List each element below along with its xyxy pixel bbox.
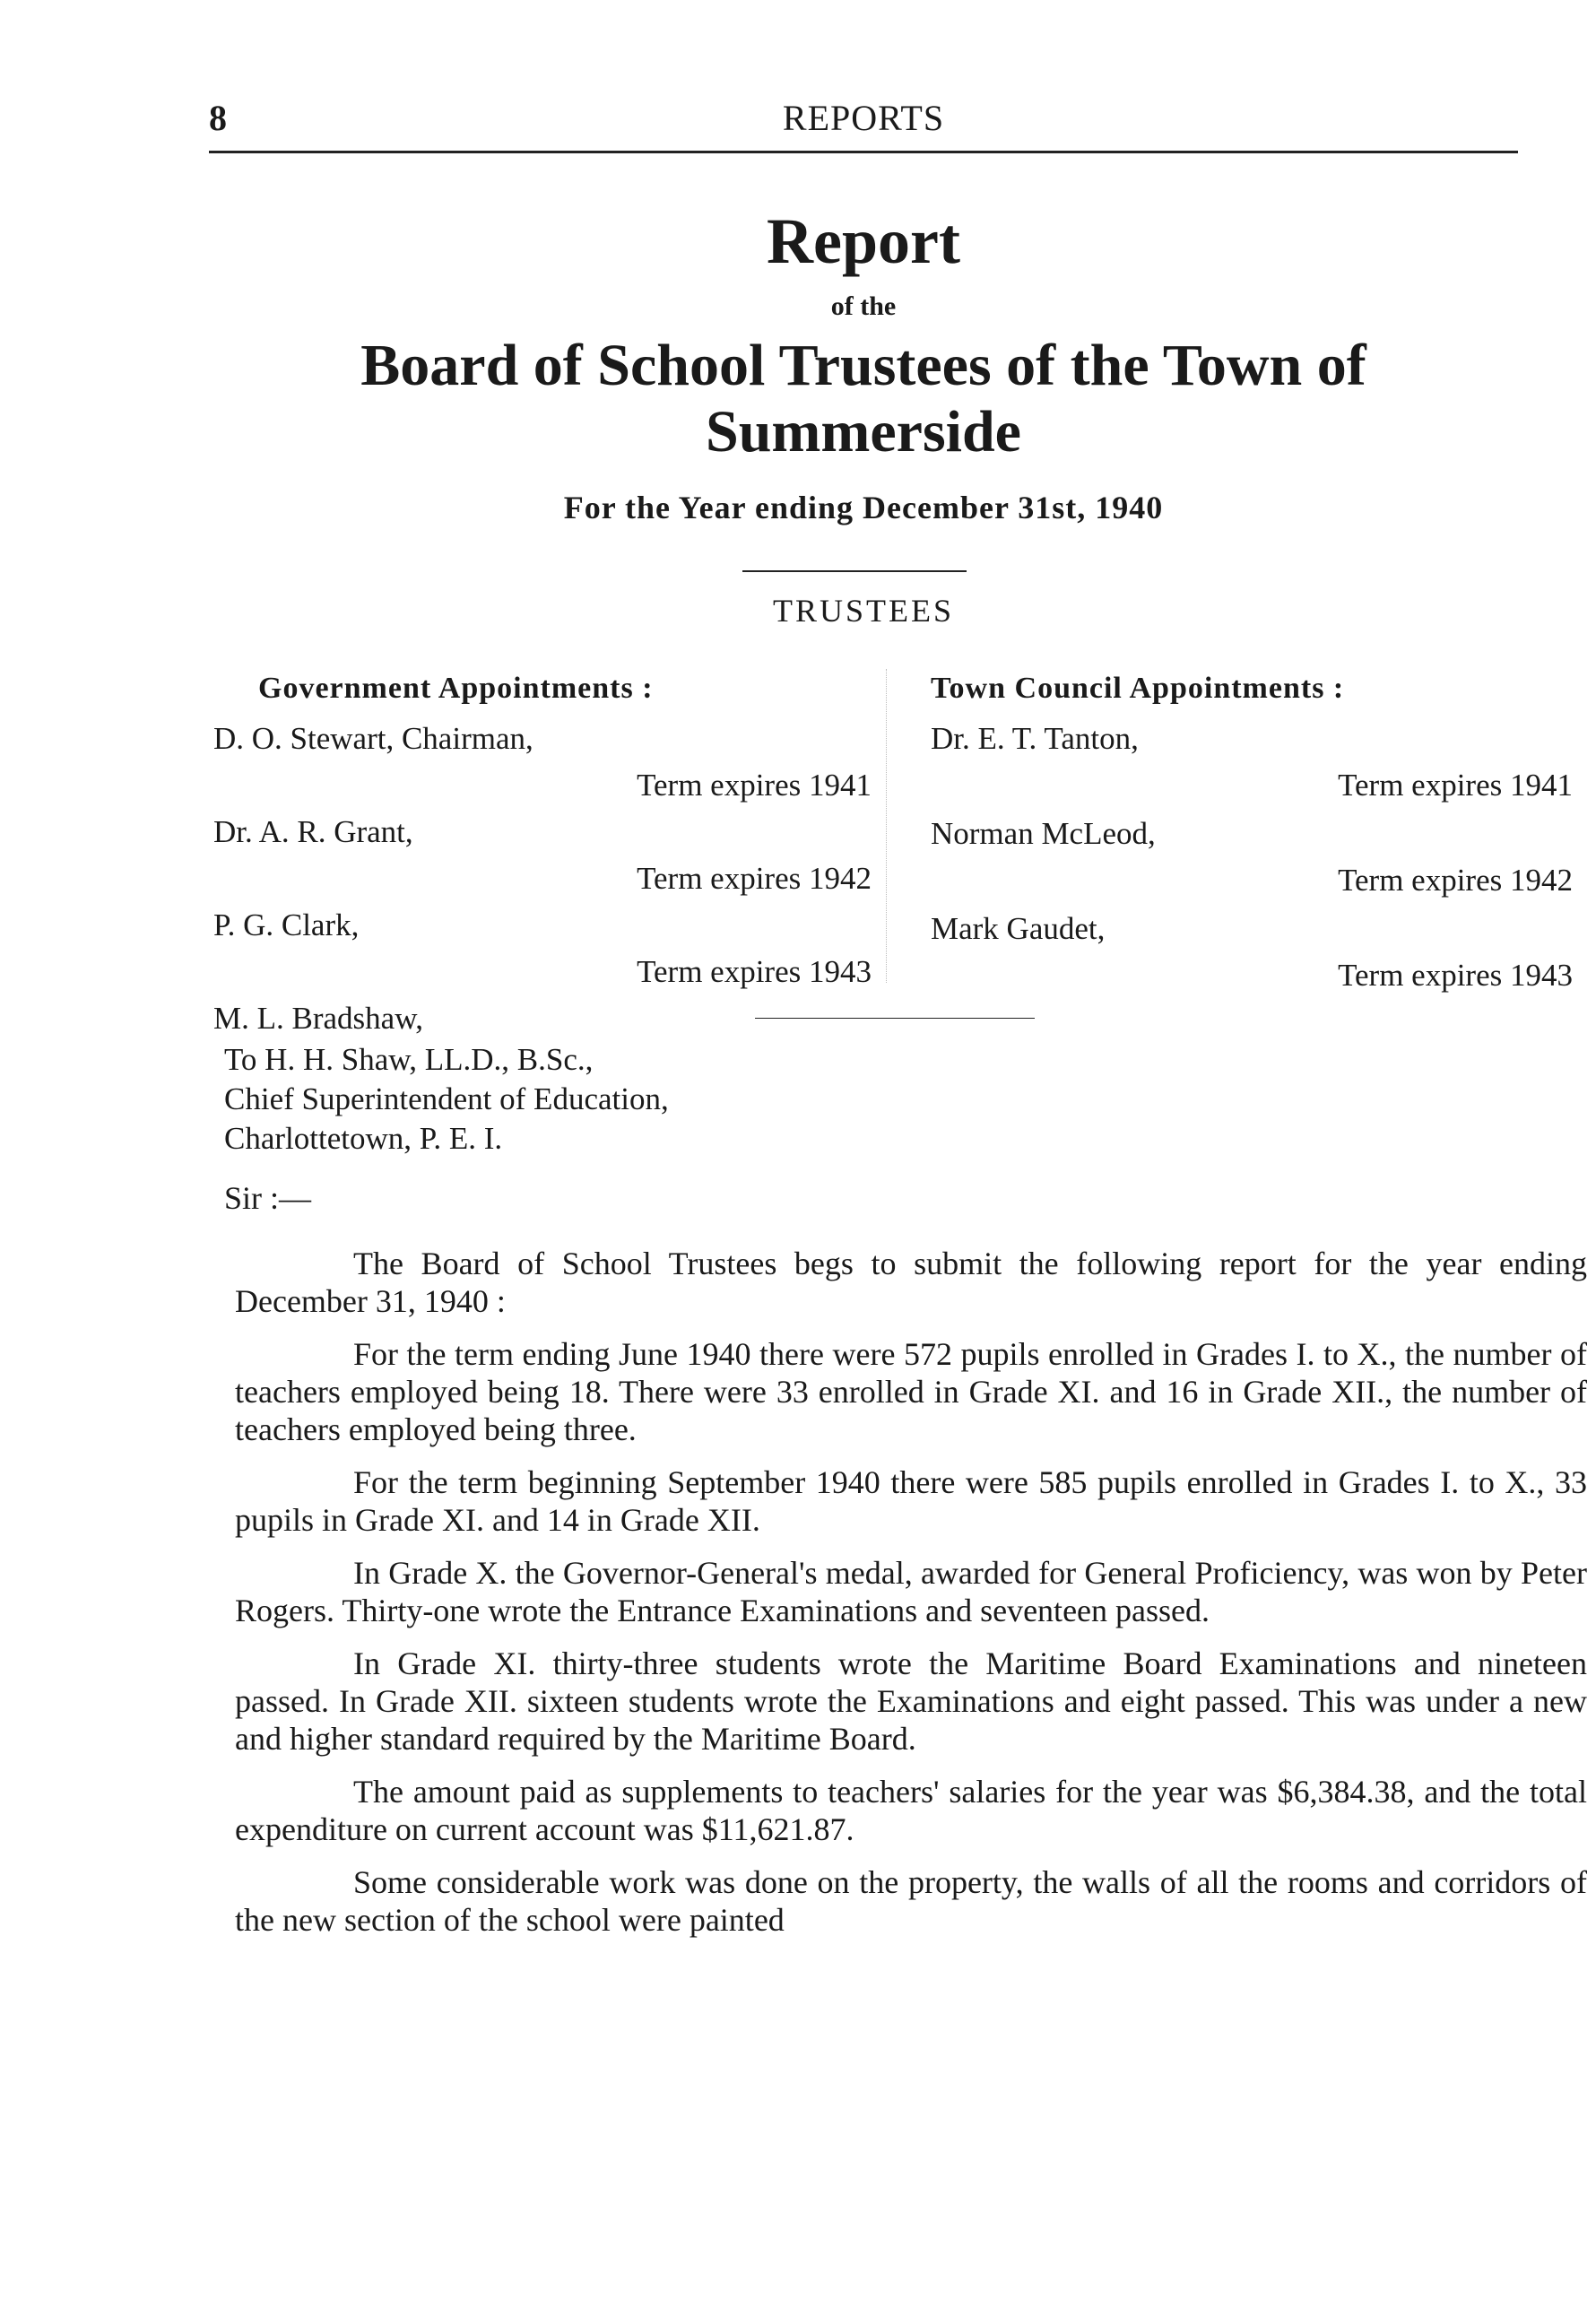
- government-member: [213, 995, 877, 1042]
- government-member: [213, 902, 877, 995]
- council-appointments: [931, 665, 1576, 999]
- member-name: Mark Gaudet,: [931, 911, 1106, 946]
- member-name: Norman McLeod,: [931, 816, 1156, 851]
- paragraph: The Board of School Trustees begs to submit the following report for the year ending December 31, 1940 :: [235, 1246, 1587, 1319]
- government-member: [213, 716, 877, 809]
- member-name: P. G. Clark,: [213, 907, 360, 942]
- report-title: Report: [767, 205, 960, 277]
- board-title: Board of School Trustees of the Town of Summerside: [360, 332, 1366, 464]
- paragraph: In Grade X. the Governor-General's medal, awarded for General Proficiency, was won by Peter Rogers. Thirty-one wrote the Entrance Examinations and seventeen passed.: [235, 1555, 1587, 1628]
- year-line: For the Year ending December 31st, 1940: [563, 489, 1164, 525]
- council-member: [931, 811, 1576, 904]
- council-member: [931, 906, 1576, 999]
- term-expiry: Term expires 1943: [637, 954, 872, 989]
- report-body: [235, 1245, 1587, 1954]
- term-expiry: Term expires 1941: [1338, 768, 1573, 803]
- government-heading: Government Appointments :: [258, 672, 654, 705]
- term-expiry: Term expires 1942: [1338, 863, 1573, 898]
- paragraph: In Grade XI. thirty-three students wrote the Maritime Board Examinations and nineteen passed. In Grade XII. sixteen students wrote the Examinations and eight passed. This was under a new and higher standard required by the Maritime Board.: [235, 1645, 1587, 1757]
- title-of-the: of the: [830, 291, 897, 321]
- member-name: M. L. Bradshaw,: [213, 1001, 423, 1036]
- member-name: D. O. Stewart, Chairman,: [213, 721, 533, 756]
- term-expiry: Term expires 1943: [1338, 958, 1573, 993]
- paragraph: For the term ending June 1940 there were 572 pupils enrolled in Grades I. to X., the number of teachers employed being 18. There were 33 enrolled in Grade XI. and 16 in Grade XII., the number of teachers employed being three.: [235, 1336, 1587, 1447]
- government-appointments: [213, 665, 877, 1042]
- council-member: [931, 716, 1576, 809]
- title-block: [209, 204, 1518, 526]
- council-heading: Town Council Appointments :: [931, 672, 1345, 705]
- member-name: Dr. E. T. Tanton,: [931, 721, 1139, 756]
- recipient-address: [224, 1040, 669, 1159]
- paragraph: The amount paid as supplements to teachers' salaries for the year was $6,384.38, and the total expenditure on current account was $11,621.87.: [235, 1774, 1587, 1847]
- salutation: Sir :—: [224, 1180, 312, 1216]
- running-head: [209, 97, 1518, 151]
- address-line: Charlottetown, P. E. I.: [224, 1121, 503, 1156]
- page-number: 8: [209, 98, 227, 138]
- address-line: Chief Superintendent of Education,: [224, 1081, 669, 1116]
- column-divider: [886, 669, 887, 983]
- term-expiry: Term expires 1942: [637, 861, 872, 896]
- header-rule: [209, 151, 1518, 153]
- term-expiry: Term expires 1941: [637, 768, 872, 803]
- title-rule: [742, 570, 967, 572]
- trustees-heading: TRUSTEES: [772, 593, 954, 629]
- address-line: To H. H. Shaw, LL.D., B.Sc.,: [224, 1042, 594, 1077]
- paragraph: Some considerable work was done on the property, the walls of all the rooms and corridors of the new section of the school were painted: [235, 1864, 1587, 1938]
- section-rule: [755, 1018, 1035, 1019]
- running-title: REPORTS: [782, 98, 945, 138]
- member-name: Dr. A. R. Grant,: [213, 814, 413, 849]
- paragraph: For the term beginning September 1940 there were 585 pupils enrolled in Grades I. to X., 33 pupils in Grade XI. and 14 in Grade XII.: [235, 1464, 1587, 1538]
- government-member: [213, 809, 877, 902]
